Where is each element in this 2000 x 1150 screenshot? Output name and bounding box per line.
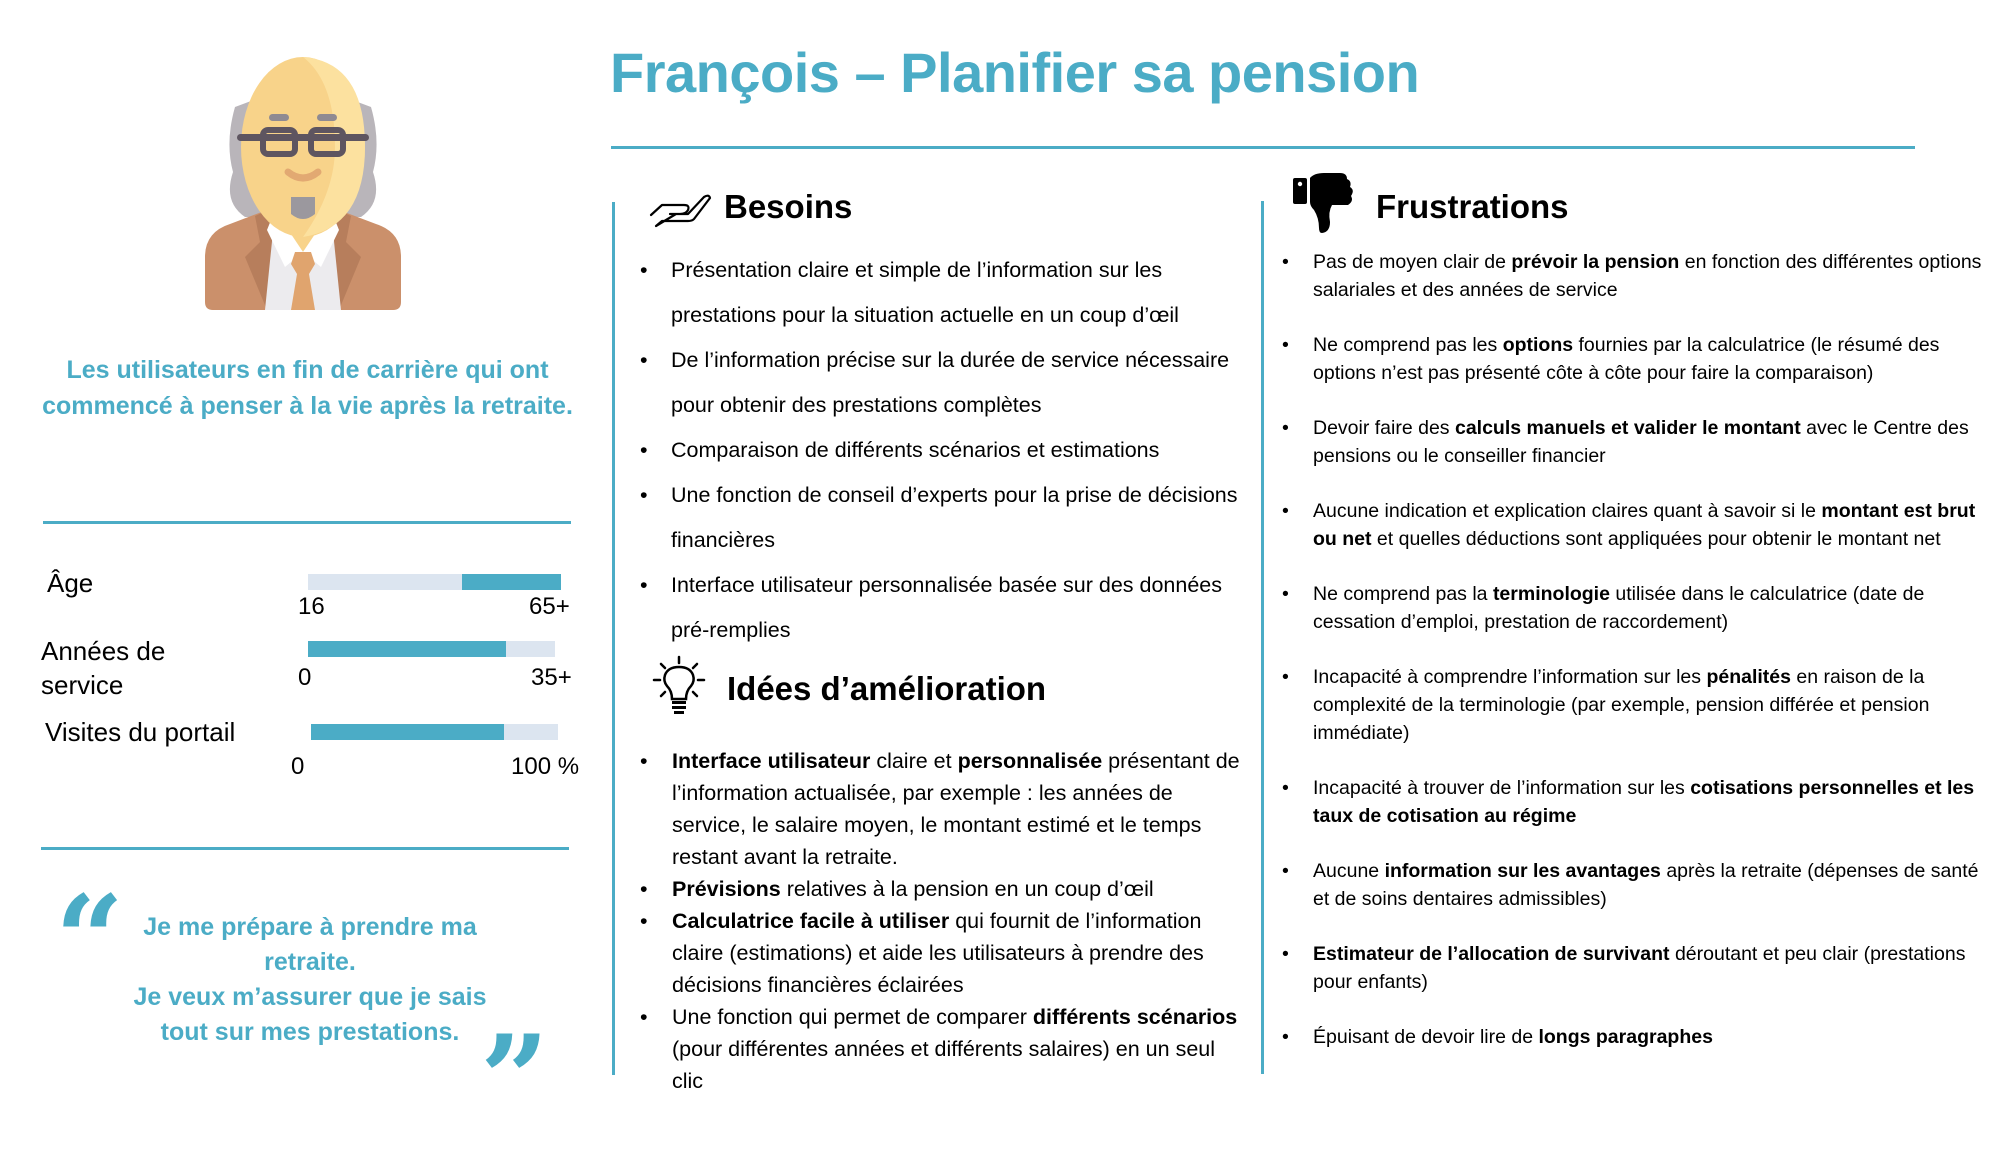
persona-quote	[120, 910, 500, 1050]
list-item: • Interface utilisateur personnalisée basée sur des données pré-remplies	[640, 563, 1260, 653]
list-item: • De l’information précise sur la durée de service nécessaire pour obtenir des prestations complètes	[640, 338, 1260, 428]
stats-divider-bottom	[41, 847, 569, 850]
list-item	[1282, 1023, 1982, 1051]
text: Ne comprend pas les	[1313, 334, 1503, 356]
bold-text: Prévisions	[672, 877, 781, 901]
quote-line-1: Je me prépare à prendre ma retraite.	[143, 913, 477, 976]
bold-text: options	[1502, 334, 1574, 356]
text: et quelles déductions sont appliquées pour obtenir le montant net	[1371, 528, 1941, 550]
text: (pour différentes années et différents salaires) en un seul clic	[672, 1037, 1216, 1093]
besoins-heading: Besoins	[724, 188, 853, 225]
text: Aucune	[1313, 860, 1385, 882]
list-item: • Comparaison de différents scénarios et estimations	[640, 428, 1260, 473]
quote-line-2: Je veux m’assurer que je sais tout sur mes prestations.	[133, 983, 487, 1046]
list-item	[1282, 248, 1982, 304]
text: claire et	[870, 749, 958, 773]
visits-bar-track	[311, 724, 558, 740]
list-item	[1282, 580, 1982, 636]
text: Devoir faire des	[1313, 417, 1455, 439]
elderly-man-avatar-icon	[205, 52, 401, 312]
hand-icon	[648, 193, 712, 229]
list-item	[1282, 857, 1982, 913]
frustrations-column-divider	[1261, 201, 1264, 1074]
age-min-label: 16	[298, 593, 325, 620]
idees-heading: Idées d’amélioration	[727, 670, 1047, 707]
years-max-label: 35+	[531, 664, 572, 691]
list-item	[1282, 940, 1982, 996]
text: relatives à la pension en un coup d’œil	[780, 877, 1154, 901]
text: Incapacité à comprendre l’information sur les	[1313, 666, 1707, 688]
besoins-list	[640, 248, 1260, 653]
stat-label-years: Années de service	[41, 636, 166, 700]
stat-label-visits: Visites du portail	[45, 717, 236, 747]
years-bar-track	[308, 641, 555, 657]
title-divider	[611, 146, 1915, 149]
bold-text: Interface utilisateur	[672, 749, 871, 773]
lightbulb-icon	[652, 655, 706, 719]
list-item: • Présentation claire et simple de l’information sur les prestations pour la situation actuelle en un coup d’œil	[640, 248, 1260, 338]
besoins-column-divider	[612, 202, 615, 1075]
list-item	[1282, 331, 1982, 387]
text: Pas de moyen clair de	[1313, 251, 1512, 273]
text: qui fournit de l’information claire (estimations) et aide les utilisateurs à prendre des décisions financières éclairées	[672, 909, 1204, 997]
text: déroutant et peu clair (prestations pour enfants)	[1313, 943, 1966, 993]
text: fournies par la calculatrice (le résumé des options n’est pas présenté côte à côte pour faire la comparaison)	[1313, 334, 1940, 384]
text: après la retraite (dépenses de santé et de soins dentaires admissibles)	[1313, 860, 1979, 910]
years-bar-fill	[308, 641, 506, 657]
age-max-label: 65+	[529, 593, 570, 620]
stat-label-age: Âge	[47, 568, 94, 598]
persona-description: Les utilisateurs en fin de carrière qui ont commencé à penser à la vie après la retraite.	[42, 356, 573, 420]
list-item: • Une fonction de conseil d’experts pour la prise de décisions financières	[640, 473, 1260, 563]
text: Incapacité à trouver de l’information sur les	[1313, 777, 1691, 799]
open-quote-icon: “	[55, 869, 125, 1010]
bold-text: calculs manuels et valider le montant	[1454, 417, 1801, 439]
text: Une fonction qui permet de comparer	[672, 1005, 1033, 1029]
age-bar-track	[308, 574, 561, 590]
age-bar-fill	[462, 574, 561, 590]
text: présentant de l’information actualisée, par exemple : les années de service, le salaire moyen, le montant estimé et le temps restant avant la retraite.	[672, 749, 1240, 869]
list-item	[1282, 774, 1982, 830]
bold-text: information sur les avantages	[1384, 860, 1661, 882]
text: Aucune indication et explication claires quant à savoir si le	[1313, 500, 1822, 522]
text: Épuisant de devoir lire de	[1313, 1026, 1539, 1048]
bold-text: terminologie	[1492, 583, 1610, 605]
thumbs-down-icon	[1292, 172, 1356, 234]
text: Ne comprend pas la	[1313, 583, 1493, 605]
bold-text: Estimateur de l’allocation de survivant	[1313, 943, 1670, 965]
visits-min-label: 0	[291, 753, 305, 780]
list-item	[640, 1001, 1240, 1097]
list-item	[640, 745, 1240, 873]
stats-divider-top	[43, 521, 571, 524]
idees-list	[640, 745, 1240, 1097]
text: en fonction des différentes options salariales et des années de service	[1313, 251, 1982, 301]
close-quote-icon: ”	[480, 1009, 550, 1150]
list-item	[1282, 663, 1982, 747]
bold-text: prévoir la pension	[1511, 251, 1680, 273]
text: utilisée dans le calculatrice (date de cessation d’emploi, prestation de raccordement)	[1313, 583, 1925, 633]
frustrations-heading: Frustrations	[1376, 188, 1569, 225]
page-title: François – Planifier sa pension	[610, 41, 1420, 104]
text: en raison de la complexité de la terminologie (par exemple, pension différée et pension immédiate)	[1313, 666, 1930, 744]
bold-text: montant est brut ou net	[1313, 500, 1976, 550]
bold-text: personnalisée	[957, 749, 1103, 773]
list-item	[640, 873, 1240, 905]
bold-text: cotisations personnelles et les taux de cotisation au régime	[1313, 777, 1975, 827]
text: avec le Centre des pensions ou le conseiller financier	[1313, 417, 1969, 467]
bold-text: différents scénarios	[1032, 1005, 1238, 1029]
visits-max-label: 100 %	[511, 753, 580, 780]
list-item	[1282, 497, 1982, 553]
list-item	[1282, 414, 1982, 470]
bold-text: Calculatrice facile à utiliser	[672, 909, 950, 933]
years-min-label: 0	[298, 664, 312, 691]
bold-text: longs paragraphes	[1538, 1026, 1713, 1048]
frustrations-list	[1282, 248, 1982, 1078]
list-item	[640, 905, 1240, 1001]
visits-bar-fill	[311, 724, 504, 740]
bold-text: pénalités	[1706, 666, 1791, 688]
